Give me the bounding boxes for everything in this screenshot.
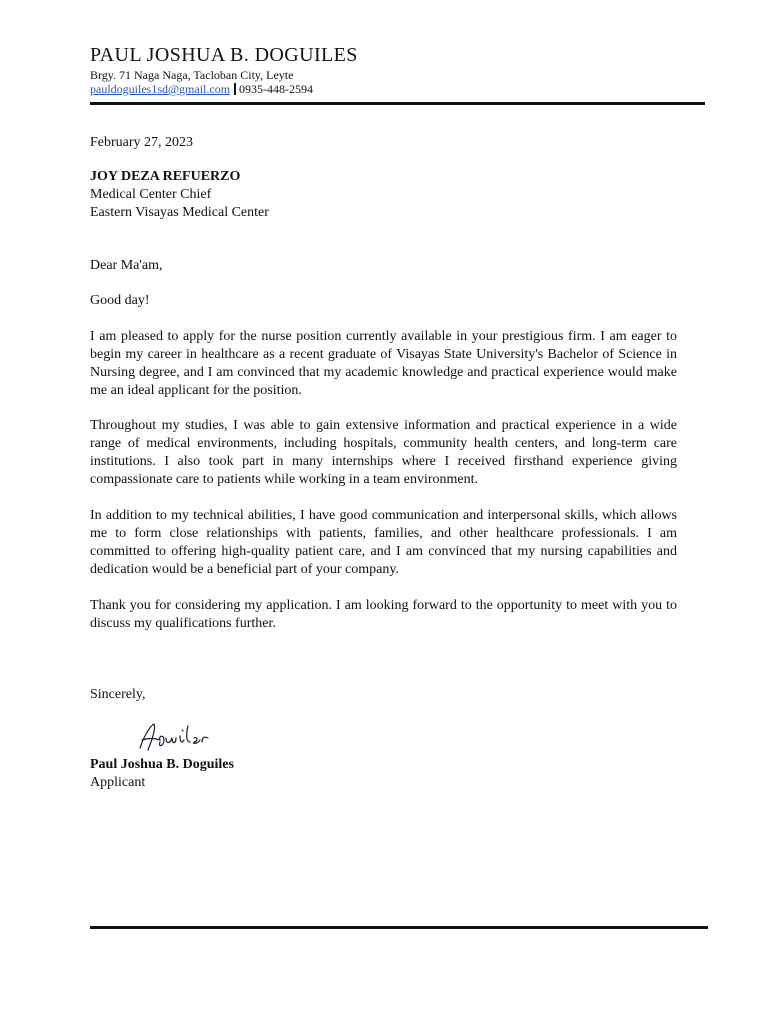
sender-phone: 0935-448-2594 <box>239 82 314 96</box>
header-rule <box>90 102 705 105</box>
closing: Sincerely, <box>90 687 146 702</box>
footer-rule <box>90 926 708 929</box>
sender-contact <box>90 82 313 97</box>
body-paragraph-1: I am pleased to apply for the nurse position currently available in your prestigious firm. I am eager to begin my career in healthcare as a recent graduate of Visayas State University's Bachelor of Science in Nursing degree, and I am convinced that my academic knowledge and practical experience would make me an ideal applicant for the position. <box>90 329 677 398</box>
recipient-block <box>90 168 677 222</box>
signer-name: Paul Joshua B. Doguiles <box>90 757 234 772</box>
contact-divider <box>234 83 236 95</box>
sender-address: Brgy. 71 Naga Naga, Tacloban City, Leyte <box>90 68 294 82</box>
signer-block <box>90 756 677 792</box>
letter-date: February 27, 2023 <box>90 135 194 150</box>
body-paragraph-3: In addition to my technical abilities, I have good communication and interpersonal skills, which allows me to form close relationships with patients, families, and other healthcare professionals. I am committed to offering high-quality patient care, and I am convinced that my nursing capabilities and dedication would be a beneficial part of your company. <box>90 508 677 577</box>
sender-name: PAUL JOSHUA B. DOGUILES <box>90 44 358 66</box>
recipient-organization: Eastern Visayas Medical Center <box>90 205 269 220</box>
signer-role: Applicant <box>90 775 146 790</box>
greeting: Good day! <box>90 293 150 308</box>
body-paragraph-2: Throughout my studies, I was able to gain extensive information and practical experience in a wide range of medical environments, including hospitals, community health centers, and long-term care institutions. I also took part in many internships where I received firsthand experience giving compassionate care to patients while working in a team environment. <box>90 418 677 487</box>
body-paragraph-4: Thank you for considering my application. I am looking forward to the opportunity to meet with you to discuss my qualifications further. <box>90 598 677 631</box>
sender-email-link[interactable]: pauldoguiles1sd@gmail.com <box>90 82 231 96</box>
recipient-title: Medical Center Chief <box>90 187 212 202</box>
salutation: Dear Ma'am, <box>90 258 163 273</box>
recipient-name: JOY DEZA REFUERZO <box>90 169 241 184</box>
handwritten-signature <box>132 718 222 758</box>
